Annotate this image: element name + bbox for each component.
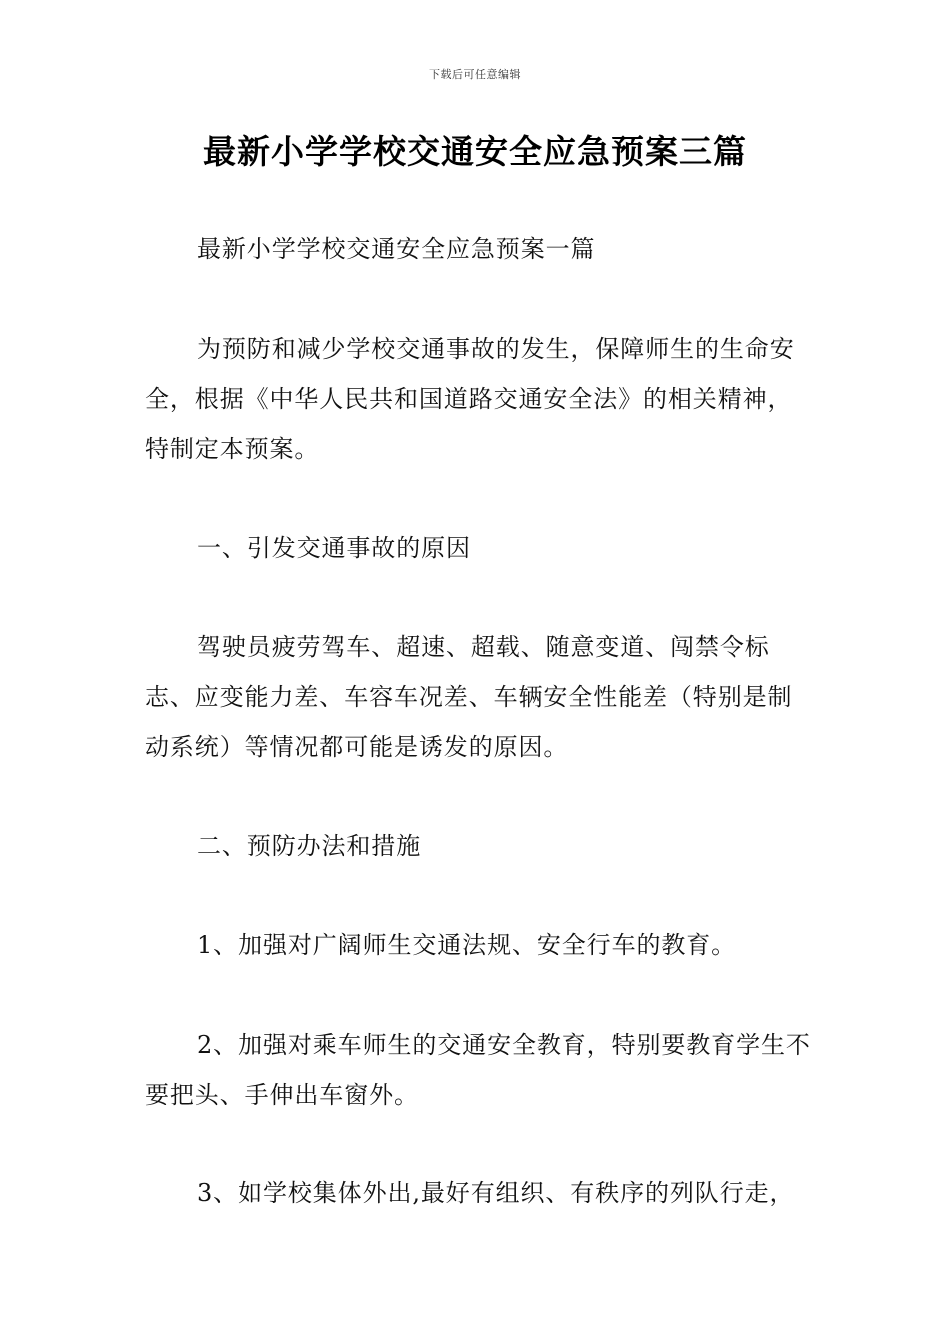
section-heading-prevention: 二、预防办法和措施 xyxy=(197,832,422,860)
list-item-2: 2、加强对乘车师生的交通安全教育，特别要教育学生不要把头、手伸出车窗外。 xyxy=(145,1031,811,1109)
document-title: 最新小学学校交通安全应急预案三篇 xyxy=(203,132,747,171)
header-note: 下载后可任意编辑 xyxy=(429,68,521,81)
paragraph-intro: 为预防和减少学校交通事故的发生，保障师生的生命安全，根据《中华人民共和国道路交通安全法》的相关精神，特制定本预案。 xyxy=(145,335,795,463)
paragraph-subtitle: 最新小学学校交通安全应急预案一篇 xyxy=(197,235,596,263)
list-item-1: 1、加强对广阔师生交通法规、安全行车的教育。 xyxy=(197,931,737,959)
list-item-3: 3、如学校集体外出,最好有组织、有秩序的列队行走， xyxy=(197,1179,795,1207)
paragraph-causes: 驾驶员疲劳驾车、超速、超载、随意变道、闯禁令标志、应变能力差、车容车况差、车辆安全性能差（特别是制动系统）等情况都可能是诱发的原因。 xyxy=(145,633,793,761)
section-heading-causes: 一、引发交通事故的原因 xyxy=(197,534,471,562)
